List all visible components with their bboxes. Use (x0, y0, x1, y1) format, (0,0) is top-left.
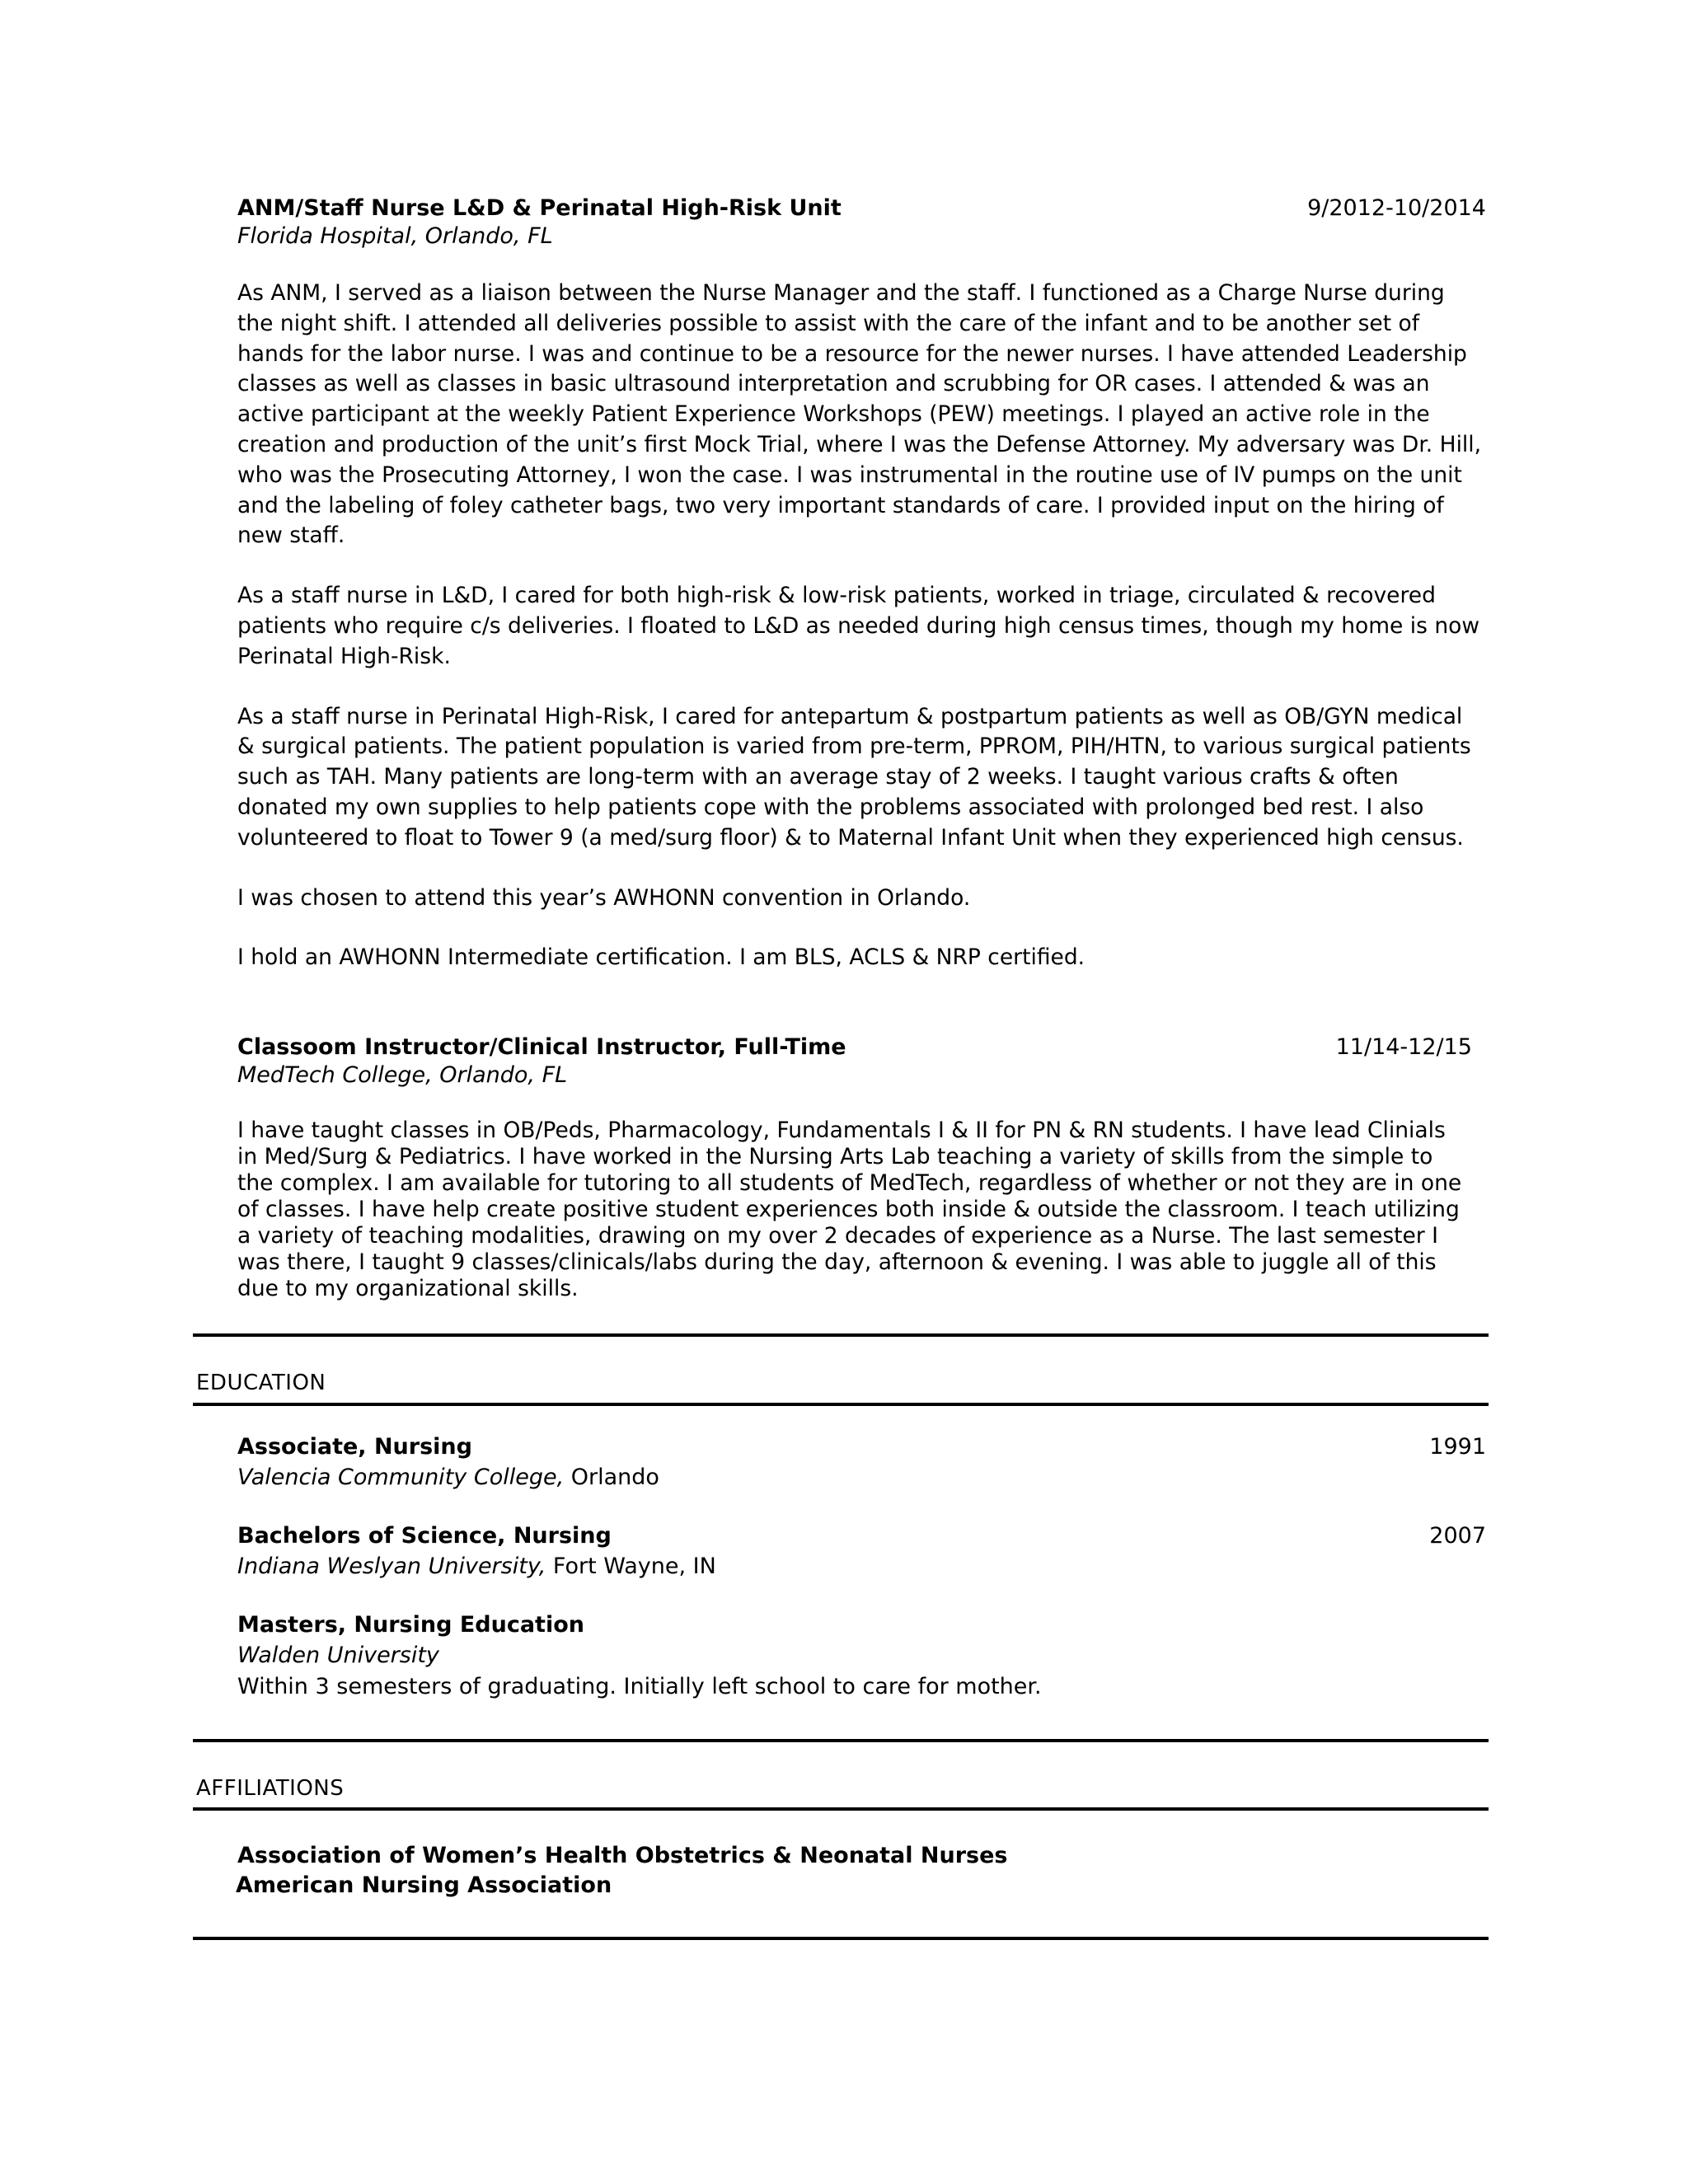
school-name: Valencia Community College, (237, 1465, 565, 1490)
job-dates: 11/14-12/15 (1335, 1034, 1472, 1060)
degree-name: Associate, Nursing (237, 1434, 472, 1460)
job-header (237, 194, 1486, 223)
school (237, 1462, 1486, 1493)
job-dates: 9/2012-10/2014 (1307, 195, 1486, 221)
education-item (237, 1610, 1486, 1703)
degree-year: 1991 (1429, 1434, 1486, 1460)
school-location: Orlando (564, 1465, 659, 1490)
job-title: Classoom Instructor/Clinical Instructor, Full-Time (237, 1034, 846, 1060)
affiliations-list (236, 1841, 1484, 1900)
section-divider (193, 1807, 1489, 1811)
school (237, 1551, 1486, 1582)
job-description: As ANM, I served as a liaison between the Nurse Manager and the staff. I functioned as a Charge Nurse during the night shift. I attended all deliveries possible to assist with the care of the infant and to be another set of hands for the labor nurse. I was and continue to be a resource for the newer nurses. I have attended Leadership classes as well as classes in basic ultrasound interpretation and scrubbing for OR cases. I attended & was an active participant at the weekly Patient Experience Workshops (PEW) meetings. I played an active role in the creation and production of the unit’s first Mock Trial, where I was the Defense Attorney. My adversary was Dr. Hill, who was the Prosecuting Attorney, I won the case. I was instrumental in the routine use of IV pumps on the unit and the labeling of foley catheter bags, two very important standards of care. I provided input on the hiring of new staff. (237, 280, 1482, 549)
job-organization: Florida Hospital, Orlando, FL (237, 223, 553, 249)
school-name: Walden University (237, 1643, 439, 1668)
section-divider (193, 1403, 1489, 1406)
job-description: As a staff nurse in Perinatal High-Risk, I cared for antepartum & postpartum patients as well as OB/GYN medical & surgical patients. The patient population is varied from pre-term, PPROM, PIH/HTN, to various surgical patients such as TAH. Many patients are long-term with an average stay of 2 weeks. I taught various crafts & often donated my own supplies to help patients cope with the problems associated with prolonged bed rest. I also volunteered to float to Tower 9 (a med/surg floor) & to Maternal Infant Unit when they experienced high census. (237, 703, 1471, 851)
experience-entry (237, 1033, 1472, 1332)
school-location: Fort Wayne, IN (546, 1554, 716, 1579)
section-divider (193, 1333, 1489, 1337)
school (237, 1640, 1486, 1671)
section-heading-affiliations: AFFILIATIONS (196, 1776, 345, 1801)
degree-year: 2007 (1429, 1523, 1486, 1549)
education-note: Within 3 semesters of graduating. Initially left school to care for mother. (237, 1674, 1042, 1699)
job-description: As a staff nurse in L&D, I cared for both high-risk & low-risk patients, worked in triage, circulated & recovered patients who require c/s deliveries. I floated to L&D as needed during high census times, though my home is now Perinatal High-Risk. (237, 583, 1480, 669)
affiliation-item: Association of Women’s Health Obstetrics & Neonatal Nurses (237, 1843, 1008, 1868)
school-name: Indiana Weslyan University, (237, 1554, 546, 1579)
job-description: I hold an AWHONN Intermediate certification. I am BLS, ACLS & NRP certified. (237, 944, 1085, 971)
degree-name: Masters, Nursing Education (237, 1612, 584, 1638)
section-heading-education: EDUCATION (196, 1371, 326, 1395)
job-title: ANM/Staff Nurse L&D & Perinatal High-Risk Unit (237, 195, 842, 221)
section-divider (193, 1739, 1489, 1742)
affiliation-item: American Nursing Association (236, 1872, 612, 1898)
job-description: I was chosen to attend this year’s AWHONN convention in Orlando. (237, 884, 971, 911)
education-item (237, 1521, 1486, 1582)
experience-entry (237, 194, 1486, 1003)
job-organization: MedTech College, Orlando, FL (237, 1062, 568, 1088)
education-item (237, 1432, 1486, 1493)
job-header (237, 1033, 1472, 1062)
degree-name: Bachelors of Science, Nursing (237, 1523, 612, 1549)
job-description: I have taught classes in OB/Peds, Pharmacology, Fundamentals I & II for PN & RN students. I have lead Clinials in Med/Surg & Pediatrics. I have worked in the Nursing Arts Lab teaching a variety of skills from the simple to the complex. I am available for tutoring to all students of MedTech, regardless of whether or not they are in one of classes. I have help create positive student experiences both inside & outside the classroom. I teach utilizing a variety of teaching modalities, drawing on my over 2 decades of experience as a Nurse. The last semester I was there, I taught 9 classes/clinicals/labs during the day, afternoon & evening. I was able to juggle all of this due to my organizational skills. (237, 1118, 1462, 1301)
education-list (237, 1432, 1486, 1731)
section-divider (193, 1937, 1489, 1940)
